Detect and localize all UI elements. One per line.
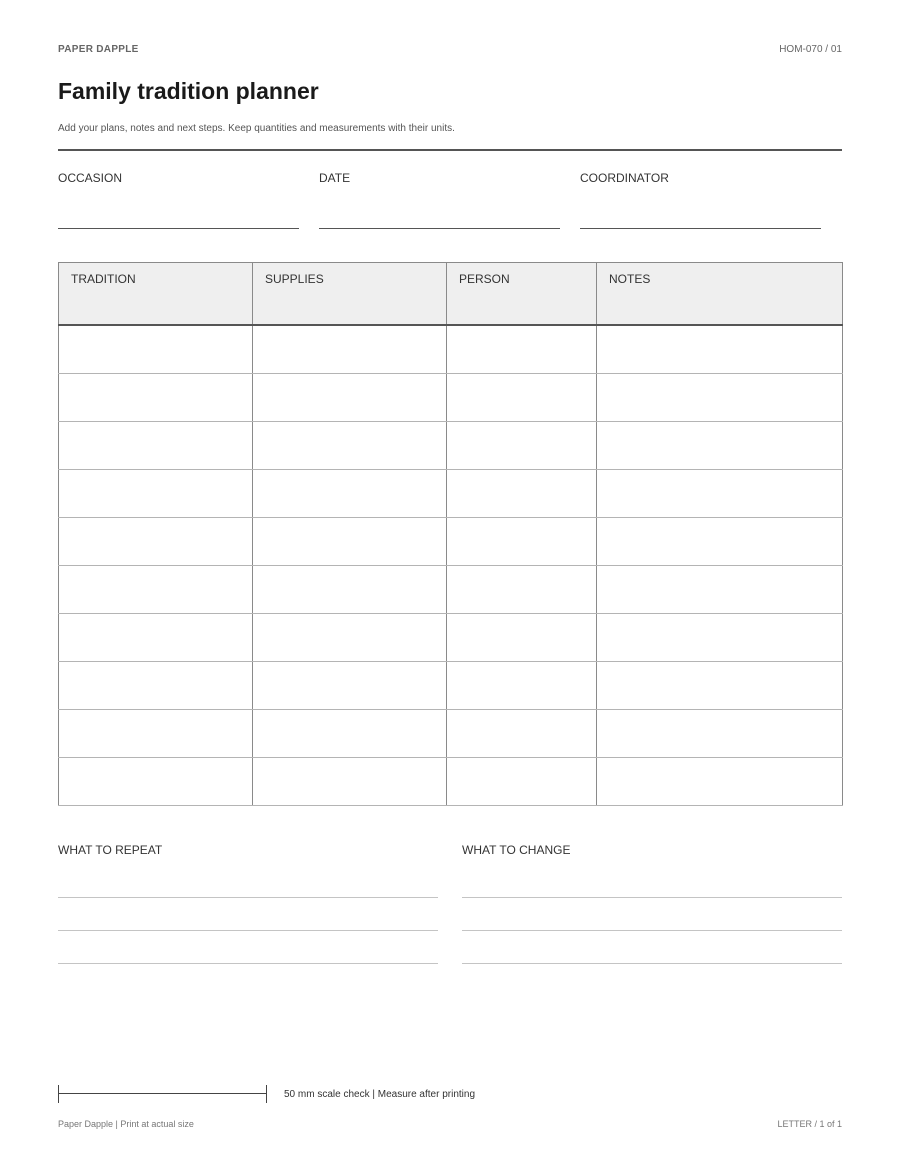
cell-person[interactable] — [447, 325, 597, 374]
footer-page-info: LETTER / 1 of 1 — [777, 1119, 842, 1129]
cell-notes[interactable] — [597, 518, 843, 566]
cell-supplies[interactable] — [253, 758, 447, 806]
scale-line — [58, 1093, 267, 1094]
date-write-line[interactable] — [319, 228, 560, 229]
cell-tradition[interactable] — [59, 662, 253, 710]
column-header-person: PERSON — [447, 263, 597, 326]
table-body — [59, 325, 843, 806]
what-to-change-section — [462, 843, 842, 857]
table-row — [59, 518, 843, 566]
form-code: HOM-070 / 01 — [779, 44, 842, 55]
cell-supplies[interactable] — [253, 374, 447, 422]
coordinator-label: COORDINATOR — [580, 171, 669, 185]
cell-supplies[interactable] — [253, 662, 447, 710]
occasion-label: OCCASION — [58, 171, 123, 185]
cell-notes[interactable] — [597, 422, 843, 470]
cell-supplies[interactable] — [253, 325, 447, 374]
cell-tradition[interactable] — [59, 470, 253, 518]
cell-notes[interactable] — [597, 662, 843, 710]
cell-supplies[interactable] — [253, 566, 447, 614]
page-subtitle: Add your plans, notes and next steps. Keep quantities and measurements with their units. — [58, 123, 455, 134]
header-divider — [58, 149, 842, 151]
column-header-tradition: TRADITION — [59, 263, 253, 326]
table-row — [59, 422, 843, 470]
cell-person[interactable] — [447, 518, 597, 566]
table-row — [59, 758, 843, 806]
table-row — [59, 325, 843, 374]
cell-notes[interactable] — [597, 566, 843, 614]
cell-person[interactable] — [447, 710, 597, 758]
column-header-supplies: SUPPLIES — [253, 263, 447, 326]
occasion-field[interactable] — [58, 171, 299, 231]
scale-check-text: 50 mm scale check | Measure after printing — [284, 1089, 476, 1100]
cell-tradition[interactable] — [59, 710, 253, 758]
table-row — [59, 662, 843, 710]
cell-tradition[interactable] — [59, 566, 253, 614]
coordinator-write-line[interactable] — [580, 228, 821, 229]
what-to-repeat-label: WHAT TO REPEAT — [58, 843, 163, 857]
repeat-write-line[interactable] — [58, 930, 438, 931]
cell-supplies[interactable] — [253, 422, 447, 470]
table-row — [59, 710, 843, 758]
cell-tradition[interactable] — [59, 374, 253, 422]
cell-notes[interactable] — [597, 325, 843, 374]
scale-tick-end — [266, 1085, 267, 1103]
occasion-write-line[interactable] — [58, 228, 299, 229]
date-field[interactable] — [319, 171, 560, 231]
cell-notes[interactable] — [597, 470, 843, 518]
repeat-write-line[interactable] — [58, 963, 438, 964]
footer-print-note: Paper Dapple | Print at actual size — [58, 1119, 194, 1129]
brand-name: PAPER DAPPLE — [58, 44, 139, 55]
cell-tradition[interactable] — [59, 422, 253, 470]
scale-tick-start — [58, 1085, 59, 1103]
table-row — [59, 614, 843, 662]
cell-notes[interactable] — [597, 758, 843, 806]
page-title: Family tradition planner — [58, 78, 319, 104]
column-header-notes: NOTES — [597, 263, 843, 326]
cell-person[interactable] — [447, 422, 597, 470]
cell-person[interactable] — [447, 662, 597, 710]
cell-supplies[interactable] — [253, 470, 447, 518]
scale-check-bar — [58, 1085, 267, 1103]
cell-person[interactable] — [447, 374, 597, 422]
cell-supplies[interactable] — [253, 518, 447, 566]
repeat-write-line[interactable] — [58, 897, 438, 898]
what-to-repeat-section — [58, 843, 438, 857]
cell-person[interactable] — [447, 758, 597, 806]
coordinator-field[interactable] — [580, 171, 821, 231]
what-to-change-label: WHAT TO CHANGE — [462, 843, 571, 857]
table-header-row — [59, 263, 843, 326]
change-write-line[interactable] — [462, 897, 842, 898]
table-row — [59, 374, 843, 422]
cell-supplies[interactable] — [253, 614, 447, 662]
cell-tradition[interactable] — [59, 325, 253, 374]
date-label: DATE — [319, 171, 351, 185]
change-write-line[interactable] — [462, 963, 842, 964]
tradition-table — [58, 262, 843, 806]
table-row — [59, 470, 843, 518]
change-write-line[interactable] — [462, 930, 842, 931]
cell-tradition[interactable] — [59, 758, 253, 806]
cell-supplies[interactable] — [253, 710, 447, 758]
table-row — [59, 566, 843, 614]
cell-tradition[interactable] — [59, 518, 253, 566]
cell-person[interactable] — [447, 470, 597, 518]
cell-tradition[interactable] — [59, 614, 253, 662]
cell-person[interactable] — [447, 566, 597, 614]
cell-notes[interactable] — [597, 614, 843, 662]
cell-notes[interactable] — [597, 374, 843, 422]
cell-notes[interactable] — [597, 710, 843, 758]
cell-person[interactable] — [447, 614, 597, 662]
